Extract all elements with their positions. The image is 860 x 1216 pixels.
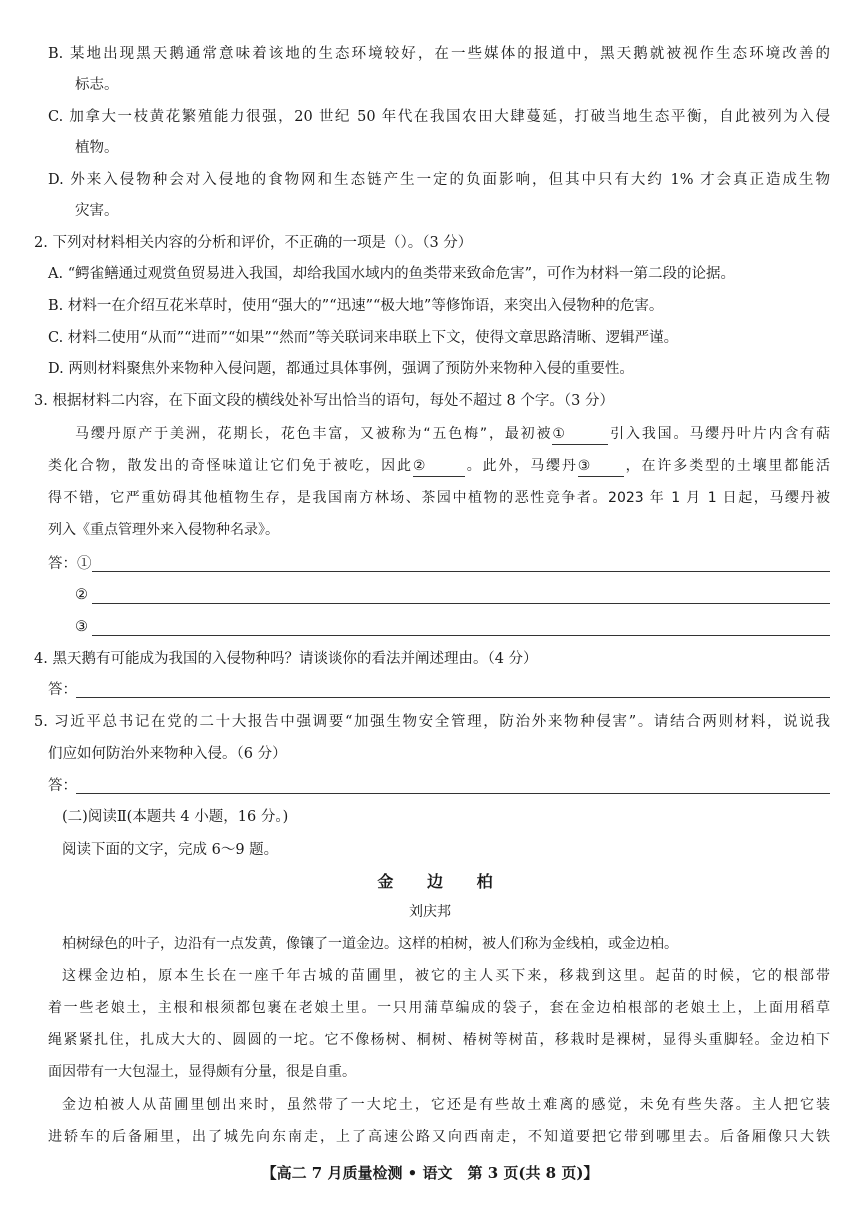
q5-answer-line[interactable] bbox=[76, 793, 830, 794]
q3-passage-text: 。此外，马缨丹 bbox=[464, 458, 578, 474]
q1-option-c-line1: C. 加拿大一枝黄花繁殖能力很强，20 世纪 50 年代在我国农田大肆蔓延，打破当地生态平衡，自此被列为入侵 bbox=[48, 109, 830, 125]
article-paragraph-3-line1: 金边柏被人从苗圃里刨出来时，虽然带了一大坨土，它还是有些故土难离的感觉，未免有些失落。主人把它装 bbox=[62, 1097, 830, 1113]
q5-answer-label: 答： bbox=[48, 778, 77, 794]
article-paragraph-3-line2: 进轿车的后备厢里，出了城先向东南走，上了高速公路又向西南走，不知道要把它带到哪里去。后备厢像只大铁 bbox=[48, 1129, 830, 1145]
article-paragraph-2-line4: 面因带有一大包湿土，显得颇有分量，很是自重。 bbox=[48, 1064, 356, 1080]
q1-option-c-line2: 植物。 bbox=[75, 140, 119, 156]
article-paragraph-2-line2: 着一些老娘土，主根和根须都包裹在老娘土里。一只用蒲草编成的袋子，套在金边柏根部的老娘土上，上面用稻草 bbox=[48, 1000, 830, 1016]
q3-blank-1[interactable]: ① bbox=[552, 424, 608, 445]
q1-option-b-line1: B. 某地出现黑天鹅通常意味着该地的生态环境较好，在一些媒体的报道中，黑天鹅就被视作生态环境改善的 bbox=[48, 46, 830, 62]
q3-stem: 3. 根据材料二内容，在下面文段的横线处补写出恰当的语句，每处不超过 8 个字。（3 分） bbox=[34, 393, 614, 409]
q2-stem: 2. 下列对材料相关内容的分析和评价，不正确的一项是（）。（3 分） bbox=[34, 235, 473, 251]
article-paragraph-2-line3: 绳紧紧扎住，扎成大大的、圆圆的一坨。它不像杨树、桐树、椿树等树苗，移栽时是裸树，显得头重脚轻。金边柏下 bbox=[48, 1032, 830, 1048]
page-footer: 【高二 7 月质量检测 • 语文 第 3 页(共 8 页)】 bbox=[261, 1164, 599, 1182]
q4-stem: 4. 黑天鹅有可能成为我国的入侵物种吗？请谈谈你的看法并阐述理由。（4 分） bbox=[34, 651, 538, 667]
q1-option-d-line1: D. 外来入侵物种会对入侵地的食物网和生态链产生一定的负面影响，但其中只有大约 1% 才会真正造成生物 bbox=[48, 172, 830, 188]
q1-option-d-line2: 灾害。 bbox=[75, 203, 119, 219]
q3-passage-line1 bbox=[75, 424, 830, 445]
q5-stem-line1: 5. 习近平总书记在党的二十大报告中强调要“加强生物安全管理，防治外来物种侵害”。请结合两则材料，说说我 bbox=[34, 714, 830, 730]
article-author: 刘庆邦 bbox=[409, 904, 451, 920]
q3-answer-line-2[interactable] bbox=[92, 603, 830, 604]
article-paragraph-1: 柏树绿色的叶子，边沿有一点发黄，像镶了一道金边。这样的柏树，被人们称为金线柏，或金边柏。 bbox=[62, 936, 678, 952]
q3-passage-line4: 列入《重点管理外来入侵物种名录》。 bbox=[48, 522, 279, 538]
q3-answer-line-1[interactable] bbox=[92, 571, 830, 572]
q3-answer-label-1: 答：① bbox=[48, 556, 92, 572]
q4-answer-line[interactable] bbox=[76, 697, 830, 698]
q3-answer-label-2: ② bbox=[75, 587, 88, 603]
q3-passage-text: 类化合物，散发出的奇怪味道让它们免于被吃，因此 bbox=[48, 458, 413, 474]
section-2-header: (二)阅读Ⅱ(本题共 4 小题，16 分。) bbox=[62, 809, 289, 825]
q1-option-b-line2: 标志。 bbox=[75, 77, 119, 93]
q2-option-a: A. “鳄雀鳝通过观赏鱼贸易进入我国，却给我国水域内的鱼类带来致命危害”，可作为材料一第二段的论据。 bbox=[48, 266, 736, 282]
q3-passage-line2 bbox=[48, 456, 830, 477]
q2-option-d: D. 两则材料聚焦外来物种入侵问题，都通过具体事例，强调了预防外来物种入侵的重要性。 bbox=[48, 361, 634, 377]
section-2-instruction: 阅读下面的文字，完成 6～9 题。 bbox=[62, 842, 279, 858]
q3-passage-text: 引入我国。马缨丹叶片内含有萜 bbox=[608, 426, 830, 442]
q3-answer-line-3[interactable] bbox=[92, 635, 830, 636]
q2-option-c: C. 材料二使用“从而”“进而”“如果”“然而”等关联词来串联上下文，使得文章思路清晰、逻辑严谨。 bbox=[48, 330, 679, 346]
q2-option-b: B. 材料一在介绍互花米草时，使用“强大的”“迅速”“极大地”等修饰语，来突出入侵物种的危害。 bbox=[48, 298, 664, 314]
q3-passage-text: ，在许多类型的土壤里都能活 bbox=[623, 458, 831, 474]
q4-answer-label: 答： bbox=[48, 682, 77, 698]
article-title: 金 边 柏 bbox=[377, 872, 507, 891]
q5-stem-line2: 们应如何防治外来物种入侵。（6 分） bbox=[48, 746, 287, 762]
q3-passage-line3: 得不错，它严重妨碍其他植物生存，是我国南方林场、茶园中植物的恶性竞争者。2023 年 1 月 1 日起，马缨丹被 bbox=[48, 490, 830, 506]
q3-blank-3[interactable]: ③ bbox=[578, 456, 624, 477]
article-paragraph-2-line1: 这棵金边柏，原本生长在一座千年古城的苗圃里，被它的主人买下来，移栽到这里。起苗的时候，它的根部带 bbox=[62, 968, 830, 984]
q3-answer-label-3: ③ bbox=[75, 619, 88, 635]
q3-passage-text: 马缨丹原产于美洲，花期长，花色丰富，又被称为“五色梅”，最初被 bbox=[75, 426, 553, 442]
q3-blank-2[interactable]: ② bbox=[413, 456, 465, 477]
